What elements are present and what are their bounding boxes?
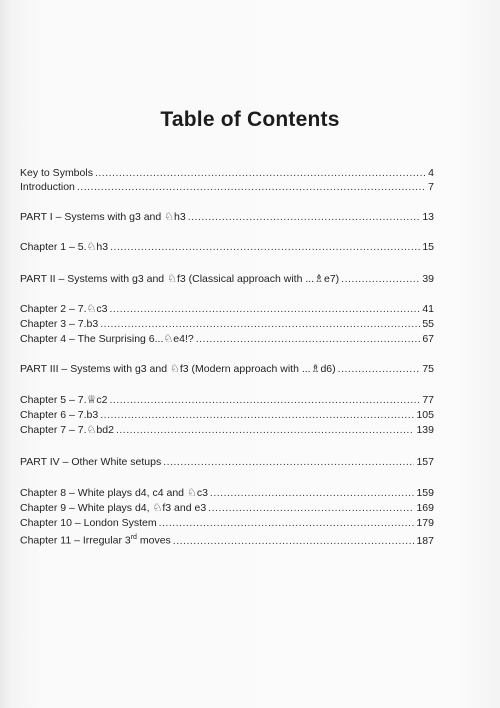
chess-piece-icon: ♘	[152, 501, 163, 514]
dot-leader	[196, 332, 421, 346]
toc-entry-text: moves	[136, 534, 171, 547]
toc-page-number: 4	[428, 167, 434, 179]
dot-leader	[188, 210, 421, 224]
chess-piece-icon: ♘	[169, 362, 180, 375]
toc-entry-label	[20, 302, 108, 316]
dot-leader	[208, 501, 414, 515]
toc-entry-text: d6)	[320, 363, 336, 375]
toc-entry-text: PART III – Systems with g3 and	[20, 363, 170, 375]
toc-entry-text: e7)	[323, 273, 340, 285]
chess-piece-icon: ♘	[186, 486, 197, 499]
toc-entry-text: e4!?	[173, 333, 194, 345]
toc-entry	[20, 362, 434, 376]
page-title: Table of Contents	[160, 108, 340, 131]
toc-entry-label	[20, 317, 98, 331]
toc-entry-label	[20, 531, 171, 548]
toc-entry-text: PART IV – Other White setups	[20, 456, 162, 468]
dot-leader	[210, 486, 415, 500]
toc-entry-label	[20, 393, 108, 407]
toc-entry	[20, 501, 434, 515]
toc-entry-label	[20, 408, 98, 422]
chess-piece-icon: ♘	[163, 332, 174, 345]
toc-entry	[20, 166, 434, 180]
toc-entry-label	[20, 455, 161, 469]
toc-entry-text: Chapter 2 – 7.	[20, 303, 87, 315]
toc-entry	[20, 408, 434, 422]
chess-piece-icon: ♘	[86, 423, 97, 436]
toc-entry	[20, 393, 434, 407]
toc-entry-label	[20, 362, 336, 376]
chess-piece-icon: ♗	[310, 362, 321, 375]
toc-entry-label	[20, 486, 208, 500]
toc-page-number: 187	[416, 534, 434, 547]
toc-entry-text: Chapter 8 – White plays d4, c4 and	[20, 487, 187, 499]
toc-entry-text: c3	[96, 303, 108, 315]
toc-entry-text: Chapter 7 – 7.	[20, 424, 87, 436]
toc-entry-text: h3	[174, 211, 186, 223]
toc-entry-text: Chapter 6 – 7.b3	[20, 409, 99, 421]
table-of-contents	[20, 0, 434, 708]
dot-leader	[95, 166, 426, 180]
dot-leader	[110, 393, 421, 407]
dot-leader	[163, 455, 414, 469]
toc-entry-label	[20, 240, 108, 254]
toc-entry	[20, 455, 434, 469]
chess-piece-icon: ♘	[167, 272, 177, 285]
toc-entry	[20, 531, 434, 545]
toc-page-number: 13	[422, 211, 434, 223]
toc-entry	[20, 486, 434, 500]
dot-leader	[116, 423, 415, 437]
toc-entry	[20, 272, 434, 286]
dot-leader	[110, 240, 420, 254]
toc-entry-text: Chapter 11 – Irregular 3	[20, 534, 131, 547]
toc-page-number: 179	[416, 517, 434, 529]
toc-entry-label	[20, 423, 114, 437]
toc-page-number: 39	[422, 273, 434, 285]
toc-entry-label	[20, 180, 75, 194]
toc-page-number: 105	[416, 409, 434, 421]
chess-piece-icon: ♘	[86, 240, 97, 253]
toc-entry-label	[20, 501, 206, 515]
toc-entry-text: bd2	[96, 424, 114, 436]
dot-leader	[77, 180, 426, 194]
dot-leader	[173, 534, 415, 548]
toc-entry-text: Chapter 1 – 5.	[20, 241, 87, 253]
toc-entry-label	[20, 516, 157, 530]
toc-entry-text: Chapter 9 – White plays d4,	[20, 502, 153, 514]
toc-entry	[20, 302, 434, 316]
toc-page-number: 41	[422, 303, 434, 315]
toc-entry	[20, 240, 434, 254]
toc-page-number: 15	[422, 241, 434, 253]
dot-leader	[100, 408, 414, 422]
toc-entry-text: PART II – Systems with g3 and	[20, 273, 168, 285]
dot-leader	[341, 272, 420, 286]
toc-entry-text: Chapter 5 – 7.	[20, 394, 87, 406]
toc-page-number: 55	[422, 318, 434, 330]
toc-entry-label	[20, 166, 93, 180]
toc-entry-text: f3 (Modern approach with ...	[179, 363, 311, 375]
toc-page-number: 77	[422, 394, 434, 406]
toc-entry	[20, 516, 434, 530]
chess-piece-icon: ♘	[164, 210, 175, 223]
toc-entry-text: c2	[96, 394, 108, 406]
toc-page-number: 67	[422, 333, 434, 345]
toc-entry	[20, 423, 434, 437]
toc-entry-text: Chapter 10 – London System	[20, 517, 157, 529]
toc-entry-text: c3	[196, 487, 208, 499]
superscript-text: rd	[130, 534, 137, 541]
toc-entry-text: Chapter 3 – 7.b3	[20, 318, 99, 330]
toc-entry	[20, 332, 434, 346]
toc-entry-text: Introduction	[20, 181, 75, 193]
toc-page-number: 7	[428, 181, 434, 193]
toc-entry-text: PART I – Systems with g3 and	[20, 211, 165, 223]
dot-leader	[159, 516, 415, 530]
toc-page-number: 157	[416, 456, 434, 468]
toc-entry-text: f3 (Classical approach with ...	[176, 273, 315, 285]
toc-page-number: 159	[416, 487, 434, 499]
toc-entry	[20, 210, 434, 224]
toc-entry-text: Chapter 4 – The Surprising 6...	[20, 333, 164, 345]
toc-entry-text: h3	[96, 241, 109, 253]
toc-entry-label	[20, 272, 339, 286]
toc-entry-text: Key to Symbols	[20, 167, 93, 179]
dot-leader	[110, 302, 421, 316]
toc-page-number: 75	[422, 363, 434, 375]
toc-page-number: 169	[416, 502, 434, 514]
dot-leader	[100, 317, 420, 331]
toc-entry	[20, 317, 434, 331]
toc-entry-text: f3 and e3	[162, 502, 207, 514]
toc-entry-label	[20, 332, 194, 346]
chess-piece-icon: ♘	[86, 302, 97, 315]
toc-entry	[20, 180, 434, 194]
chess-piece-icon: ♕	[86, 393, 97, 406]
chess-piece-icon: ♗	[314, 272, 324, 285]
dot-leader	[338, 362, 421, 376]
toc-entry-label	[20, 210, 186, 224]
toc-page-number: 139	[416, 424, 434, 436]
